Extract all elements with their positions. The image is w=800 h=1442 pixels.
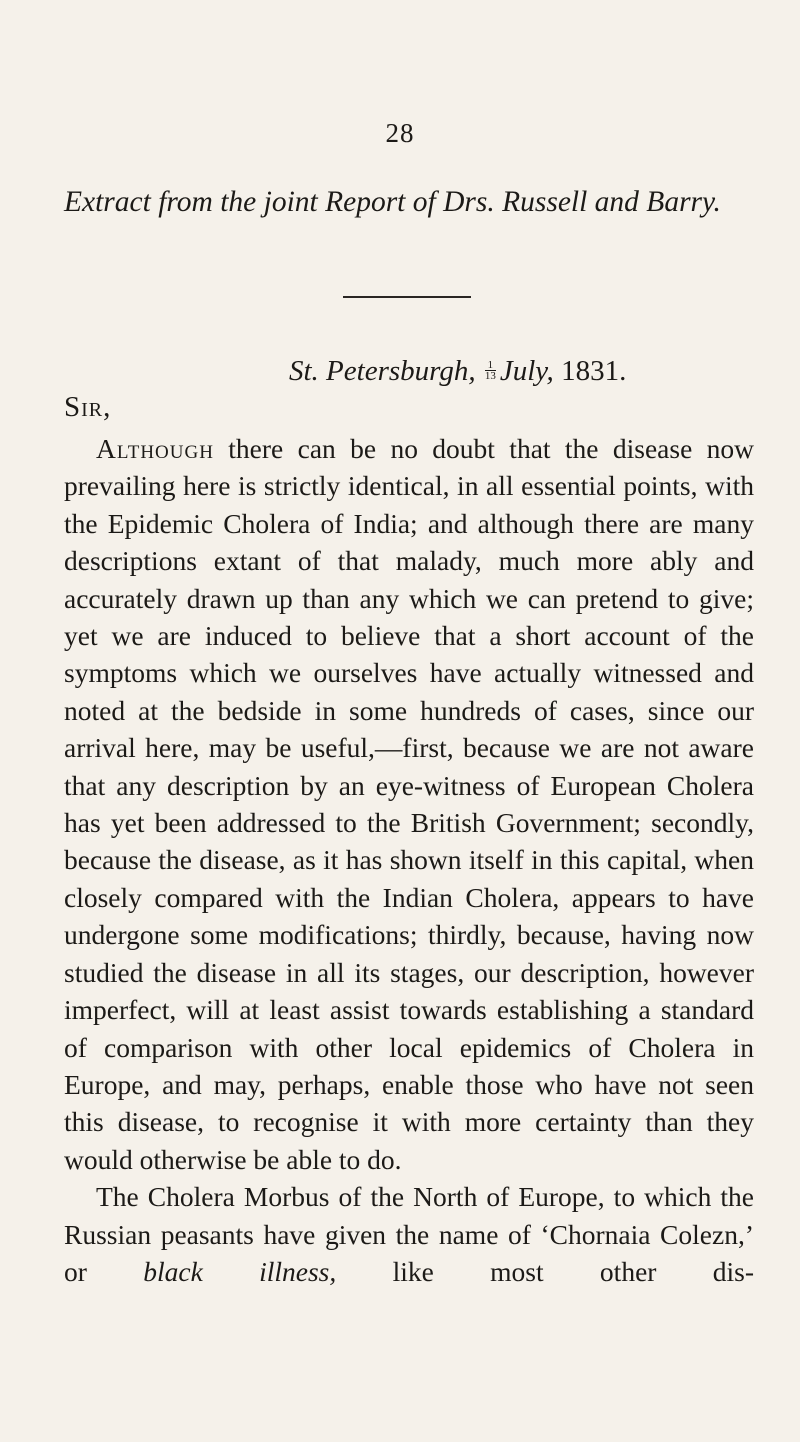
paragraph-1-text: there can be no doubt that the disease now prevailing here is strictly identical, in all essential points, with the Epidemic Cholera of India; and although there are many descriptions extant of that malady, much more ably and accurately drawn up than any which we can pretend to give; yet we are induced to believe that a short account of the symptoms which we ourselves have actually witnessed and noted at the bedside in some hundreds of cases, since our arrival here, may be useful,—first, because we are not aware that any description by an eye-witness of European Cholera has yet been addressed to the British Government; secondly, because the disease, as it has shown itself in this capital, when closely compared with the Indian Cholera, appears to have undergone some modifications; thirdly, because, having now studied the disease in all its stages, our description, however imperfect, will at least assist towards establishing a standard of comparison with other local epidemics of Cholera in Europe, and may, perhaps, enable those who have not seen this disease, to recognise it with more certainty than they would otherwise be able to do. xyxy=(64,433,754,1175)
dateline-month: July, xyxy=(499,355,554,387)
dateline xyxy=(289,355,626,388)
paragraph-2 xyxy=(64,1178,754,1290)
paragraph-2-text-before: The Cholera Morbus of the North of Europe, to which the Russian peasants have given the name of ‘Chornaia Colezn,’ or xyxy=(64,1181,754,1287)
dateline-place: St. Petersburgh, xyxy=(289,355,476,387)
dateline-day-old-style: 1 xyxy=(485,360,496,371)
paragraph-2-text-after: like most other dis- xyxy=(336,1255,754,1287)
dateline-day-new-style: 13 xyxy=(484,369,496,382)
page-number: 28 xyxy=(385,118,415,148)
body-text xyxy=(64,430,754,1290)
dateline-year: 1831. xyxy=(561,355,627,387)
paragraph-2-italic: black illness, xyxy=(143,1255,337,1287)
paragraph-1-lead-word: Although xyxy=(96,433,214,464)
dateline-day-fraction xyxy=(485,360,496,381)
divider-rule xyxy=(343,296,471,298)
paragraph-1 xyxy=(64,430,754,1178)
section-heading: Extract from the joint Report of Drs. Russell and Barry. xyxy=(64,186,721,218)
salutation: Sir, xyxy=(64,391,112,423)
